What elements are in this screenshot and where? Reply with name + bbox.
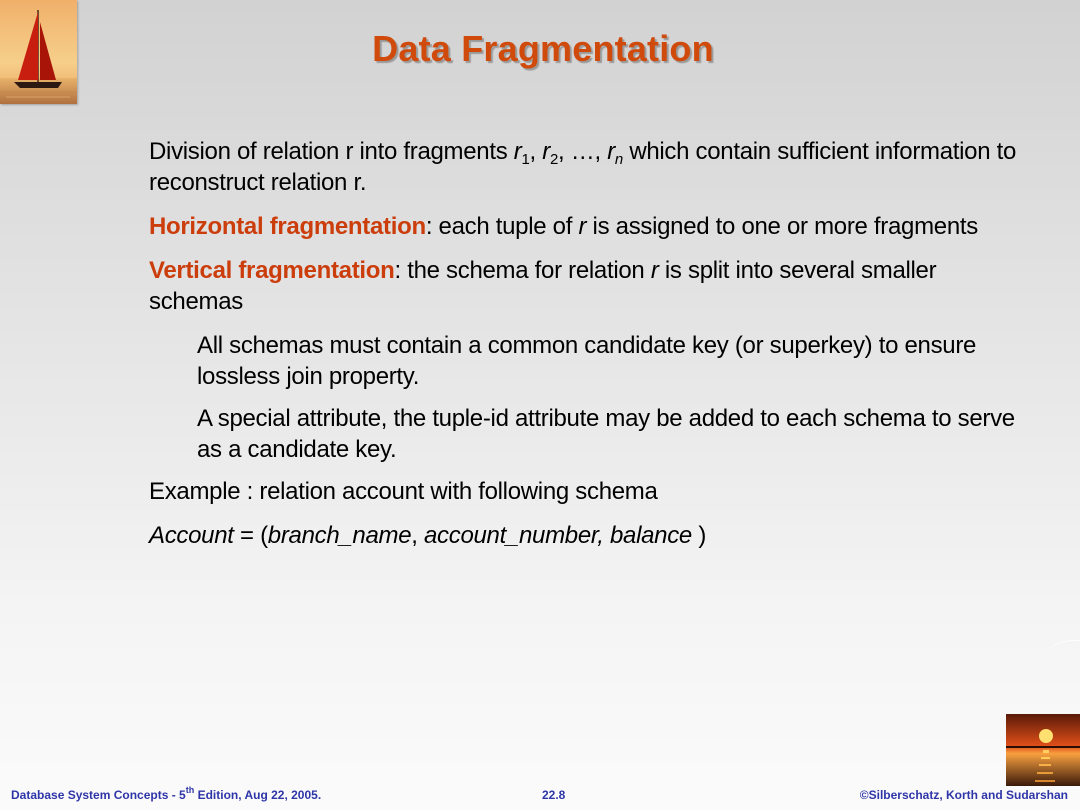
footer-book-title: Database System Concepts - 5th Edition, Aug 22, 2005.: [11, 785, 322, 802]
bullet-horizontal-fragmentation: Horizontal fragmentation: each tuple of r is assigned to one or more fragments: [149, 213, 978, 240]
sub-bullet-tuple-id: A special attribute, the tuple-id attribute may be added to each schema to serve as a candidate key.: [197, 405, 1015, 463]
sub-bullet-common-key: All schemas must contain a common candidate key (or superkey) to ensure lossless join property.: [197, 332, 977, 390]
decorative-arc: [1046, 640, 1080, 671]
term-vertical-fragmentation: Vertical fragmentation: [149, 257, 395, 284]
footer-page-number: 22.8: [542, 788, 566, 802]
term-horizontal-fragmentation: Horizontal fragmentation: [149, 213, 426, 240]
bullet-division: Division of relation r into fragments $r_1$, $r_2$, …, $r_n$ which contain sufficient information to reconstruct relation r.: [149, 138, 1017, 196]
slide-title: Data Fragmentation: [372, 28, 714, 69]
footer-copyright: ©Silberschatz, Korth and Sudarshan: [859, 788, 1068, 802]
bullet-vertical-fragmentation: Vertical fragmentation: the schema for relation r is split into several smaller schemas: [149, 257, 937, 315]
slide-content: [149, 136, 1029, 564]
bullet-example: Example : relation account with following schema: [149, 478, 658, 505]
bullet-account-schema: Account = (branch_name, account_number, balance ): [149, 522, 707, 549]
sunset-icon: [1006, 714, 1080, 786]
